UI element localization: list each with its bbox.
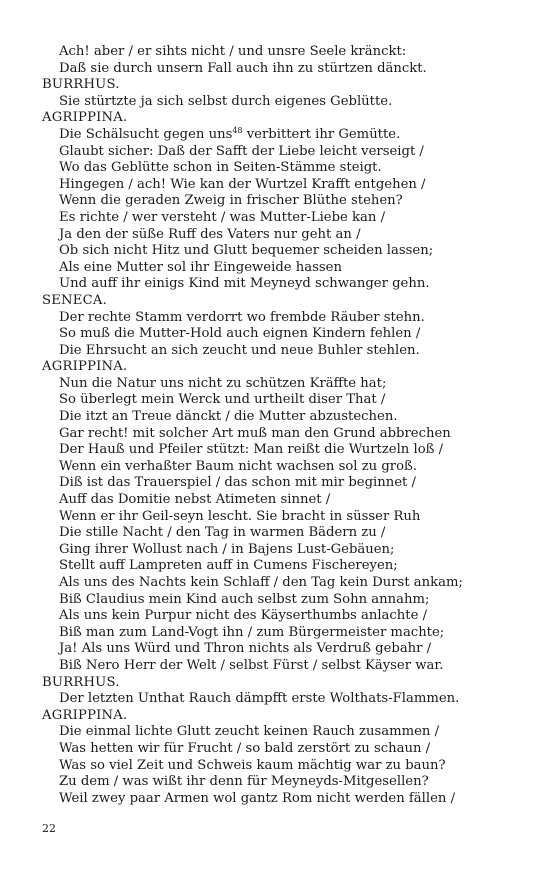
line-text: Weil zwey paar Armen wol gantz Rom nicht werden fällen / <box>59 790 456 806</box>
line-text: Als uns kein Purpur nicht des Käyserthumbs anlachte / <box>59 608 428 624</box>
verse-line <box>42 459 542 476</box>
line-text: Biß man zum Land-Vogt ihn / zum Bürgermeister machte; <box>59 624 445 640</box>
line-text: Wenn er ihr Geil-seyn lescht. Sie bracht in süsser Ruh <box>59 508 421 524</box>
line-text: Was hetten wir für Frucht / so bald zerstört zu schaun / <box>59 740 431 756</box>
play-text <box>42 44 542 807</box>
line-text: Auff das Domitie nebst Atimeten sinnet / <box>59 492 331 508</box>
speaker-name <box>42 675 542 692</box>
verse-line <box>42 94 542 111</box>
line-text: Zu dem / was wißt ihr denn für Meyneyds-Mitgesellen? <box>59 774 429 790</box>
line-text: So muß die Mutter-Hold auch eignen Kindern fehlen / <box>59 326 421 342</box>
line-text: Hingegen / ach! Wie kan der Wurtzel Krafft entgehen / <box>59 176 426 192</box>
verse-line <box>42 558 542 575</box>
verse-line <box>42 193 542 210</box>
verse-line <box>42 758 542 775</box>
speaker-name <box>42 293 542 310</box>
line-text: Der rechte Stamm verdorrt wo frembde Räuber stehn. <box>59 309 425 325</box>
verse-line <box>42 392 542 409</box>
line-text: AGRIPPINA. <box>42 707 128 723</box>
speaker-name <box>42 77 542 94</box>
verse-line <box>42 160 542 177</box>
verse-line <box>42 691 542 708</box>
line-text: AGRIPPINA. <box>42 110 128 126</box>
line-text-continuation: verbittert ihr Gemütte. <box>242 126 401 142</box>
line-text: Ach! aber / er sihts nicht / und unsre Seele kränckt: <box>59 44 407 59</box>
verse-line <box>42 210 542 227</box>
speaker-name <box>42 110 542 127</box>
line-text: Als eine Mutter sol ihr Eingeweide hassen <box>59 259 342 275</box>
verse-line <box>42 227 542 244</box>
verse-line <box>42 492 542 509</box>
verse-line <box>42 144 542 161</box>
verse-line <box>42 575 542 592</box>
line-text: Daß sie durch unsern Fall auch ihn zu stürtzen dänckt. <box>59 60 427 76</box>
verse-line <box>42 509 542 526</box>
verse-line <box>42 376 542 393</box>
line-text: Gar recht! mit solcher Art muß man den Grund abbrechen <box>59 425 451 441</box>
verse-line <box>42 326 542 343</box>
verse-line <box>42 442 542 459</box>
line-text: Ja den der süße Ruff des Vaters nur geht an / <box>59 226 361 242</box>
verse-line <box>42 44 542 61</box>
line-text: Glaubt sicher: Daß der Safft der Liebe leicht verseigt / <box>59 143 424 159</box>
verse-line <box>42 127 542 144</box>
line-text: Biß Claudius mein Kind auch selbst zum Sohn annahm; <box>59 591 430 607</box>
line-text: Es richte / wer versteht / was Mutter-Liebe kan / <box>59 209 386 225</box>
line-text: Die Ehrsucht an sich zeucht und neue Buhler stehlen. <box>59 342 420 358</box>
line-text: BURRHUS. <box>42 77 120 93</box>
verse-line <box>42 741 542 758</box>
verse-line <box>42 542 542 559</box>
line-text: Die stille Nacht / den Tag in warmen Bädern zu / <box>59 525 386 541</box>
line-text: So überlegt mein Werck und urtheilt diser That / <box>59 392 386 408</box>
page-number: 22 <box>42 822 56 835</box>
line-text: Biß Nero Herr der Welt / selbst Fürst / selbst Käyser war. <box>59 657 444 673</box>
verse-line <box>42 177 542 194</box>
line-text: Als uns des Nachts kein Schlaff / den Tag kein Durst ankam; <box>59 575 463 590</box>
verse-line <box>42 260 542 277</box>
verse-line <box>42 724 542 741</box>
verse-line <box>42 641 542 658</box>
line-text: Der letzten Unthat Rauch dämpfft erste Wolthats-Flammen. <box>59 691 460 707</box>
verse-line <box>42 658 542 675</box>
line-text: Sie stürtzte ja sich selbst durch eigenes Geblütte. <box>59 93 393 109</box>
line-text: SENECA. <box>42 292 108 308</box>
speaker-name <box>42 359 542 376</box>
verse-line <box>42 791 542 808</box>
line-text: Diß ist das Trauerspiel / das schon mit mir beginnet / <box>59 475 416 491</box>
line-text: AGRIPPINA. <box>42 359 128 375</box>
line-text: Nun die Natur uns nicht zu schützen Kräffte hat; <box>59 375 387 391</box>
verse-line <box>42 343 542 360</box>
line-text: Die einmal lichte Glutt zeucht keinen Rauch zusammen / <box>59 724 440 740</box>
verse-line <box>42 310 542 327</box>
verse-line <box>42 409 542 426</box>
line-text: Wo das Geblütte schon in Seiten-Stämme steigt. <box>59 160 382 176</box>
verse-line <box>42 61 542 78</box>
line-text: Die itzt an Treue dänckt / die Mutter abzustechen. <box>59 409 398 425</box>
verse-line <box>42 774 542 791</box>
line-text: Die Schälsucht gegen uns <box>59 126 233 142</box>
verse-line <box>42 475 542 492</box>
verse-line <box>42 276 542 293</box>
verse-line <box>42 625 542 642</box>
verse-line <box>42 592 542 609</box>
verse-line <box>42 243 542 260</box>
line-text: Ob sich nicht Hitz und Glutt bequemer scheiden lassen; <box>59 243 434 259</box>
footnote-marker: 48 <box>232 125 243 135</box>
line-text: Wenn ein verhaßter Baum nicht wachsen sol zu groß. <box>59 458 418 474</box>
line-text: Und auff ihr einigs Kind mit Meyneyd schwanger gehn. <box>59 276 430 292</box>
verse-line <box>42 608 542 625</box>
line-text: Ja! Als uns Würd und Thron nichts als Verdruß gebahr / <box>59 641 432 657</box>
line-text: Stellt auff Lampreten auff in Cumens Fischereyen; <box>59 558 398 574</box>
line-text: BURRHUS. <box>42 674 120 690</box>
line-text: Wenn die geraden Zweig in frischer Blüthe stehen? <box>59 193 403 209</box>
line-text: Was so viel Zeit und Schweis kaum mächtig war zu baun? <box>59 757 446 773</box>
line-text: Der Hauß und Pfeiler stützt: Man reißt die Wurtzeln loß / <box>59 442 444 458</box>
line-text: Ging ihrer Wollust nach / in Bajens Lust-Gebäuen; <box>59 541 395 557</box>
speaker-name <box>42 708 542 725</box>
verse-line <box>42 426 542 443</box>
verse-line <box>42 525 542 542</box>
